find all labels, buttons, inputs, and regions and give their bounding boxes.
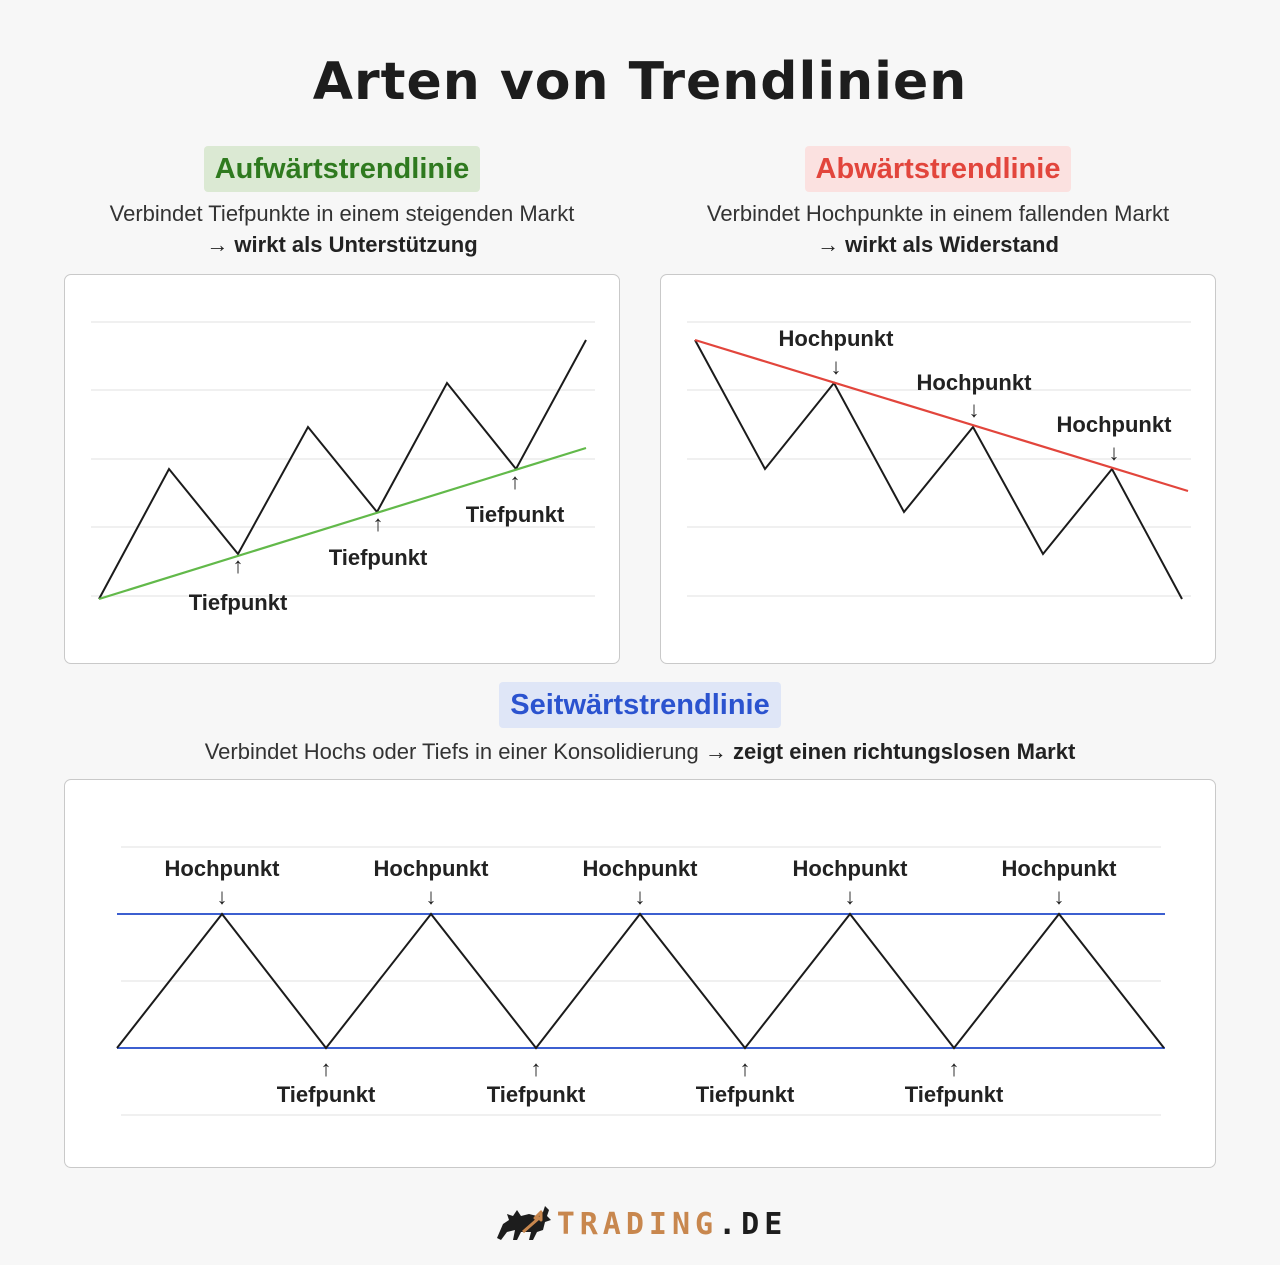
high-label: Hochpunkt — [792, 856, 908, 881]
low-label: Tiefpunkt — [486, 1082, 586, 1107]
trading-de-logo[interactable] — [0, 1202, 1280, 1251]
high-label: Hochpunkt — [916, 370, 1032, 395]
high-label: Hochpunkt — [1001, 856, 1117, 881]
logo-brand: TRADING — [556, 1206, 719, 1242]
arrow-down-icon: ↓ — [1108, 440, 1120, 465]
arrow-down-icon: ↓ — [968, 397, 980, 422]
low-label: Tiefpunkt — [276, 1082, 376, 1107]
uptrend-desc-line2: → wirkt als Unterstützung — [206, 232, 478, 257]
uptrend-low-marker-2 — [329, 511, 428, 570]
uptrend-panel — [64, 274, 620, 664]
downtrend-header — [660, 146, 1216, 260]
logo-wordmark — [557, 1207, 788, 1242]
high-label: Hochpunkt — [778, 326, 894, 351]
arrow-down-icon: ↓ — [830, 354, 842, 379]
arrow-up-icon: ↑ — [372, 511, 384, 536]
sideways-heading: Seitwärtstrendlinie — [499, 682, 780, 728]
uptrend-chart — [65, 275, 619, 663]
downtrend-desc-line1: Verbindet Hochpunkte in einem fallenden Markt — [706, 201, 1170, 226]
sideways-low-marker-4 — [905, 1056, 1004, 1107]
arrow-up-icon: ↑ — [530, 1056, 542, 1081]
sideways-low-marker-2 — [487, 1056, 586, 1107]
arrow-down-icon: ↓ — [1053, 884, 1065, 909]
downtrend-panel — [660, 274, 1216, 664]
sideways-panel — [64, 779, 1216, 1168]
low-label: Tiefpunkt — [328, 545, 428, 570]
uptrend-low-marker-3 — [466, 469, 565, 527]
page-title: Arten von Trendlinien — [312, 52, 968, 112]
sideways-chart — [65, 780, 1215, 1167]
uptrend-description — [64, 198, 620, 260]
sideways-low-marker-3 — [696, 1056, 795, 1107]
downtrend-chart — [661, 275, 1215, 663]
sideways-header — [64, 682, 1216, 767]
sideways-low-marker-1 — [277, 1056, 376, 1107]
downtrend-description — [660, 198, 1216, 260]
low-label: Tiefpunkt — [695, 1082, 795, 1107]
uptrend-desc-line1: Verbindet Tiefpunkte in einem steigenden Markt — [109, 201, 575, 226]
sideways-high-marker-4 — [793, 856, 909, 909]
low-label: Tiefpunkt — [904, 1082, 1004, 1107]
sideways-high-marker-3 — [583, 856, 699, 909]
bull-logo-icon — [493, 1202, 553, 1246]
arrow-up-icon: ↑ — [232, 553, 244, 578]
arrow-up-icon: ↑ — [509, 469, 521, 494]
arrow-down-icon: ↓ — [844, 884, 856, 909]
logo-tld: .DE — [718, 1206, 788, 1242]
sideways-high-marker-5 — [1002, 856, 1118, 909]
uptrend-header — [64, 146, 620, 260]
arrow-down-icon: ↓ — [425, 884, 437, 909]
sideways-desc-plain: Verbindet Hochs oder Tiefs in einer Konsolidierung — [204, 739, 699, 764]
sideways-high-marker-2 — [374, 856, 490, 909]
high-label: Hochpunkt — [164, 856, 280, 881]
high-label: Hochpunkt — [1056, 412, 1172, 437]
sideways-desc-bold: → zeigt einen richtungslosen Markt — [704, 739, 1076, 764]
high-label: Hochpunkt — [582, 856, 698, 881]
arrow-up-icon: ↑ — [739, 1056, 751, 1081]
low-label: Tiefpunkt — [188, 590, 288, 615]
downtrend-desc-line2: → wirkt als Widerstand — [817, 232, 1059, 257]
sideways-description — [64, 736, 1216, 767]
uptrend-heading: Aufwärtstrendlinie — [204, 146, 481, 192]
uptrend-low-marker-1 — [189, 553, 288, 615]
sideways-high-marker-1 — [165, 856, 281, 909]
downtrend-heading: Abwärtstrendlinie — [805, 146, 1072, 192]
arrow-down-icon: ↓ — [634, 884, 646, 909]
high-label: Hochpunkt — [373, 856, 489, 881]
arrow-up-icon: ↑ — [320, 1056, 332, 1081]
arrow-up-icon: ↑ — [948, 1056, 960, 1081]
arrow-down-icon: ↓ — [216, 884, 228, 909]
low-label: Tiefpunkt — [465, 502, 565, 527]
